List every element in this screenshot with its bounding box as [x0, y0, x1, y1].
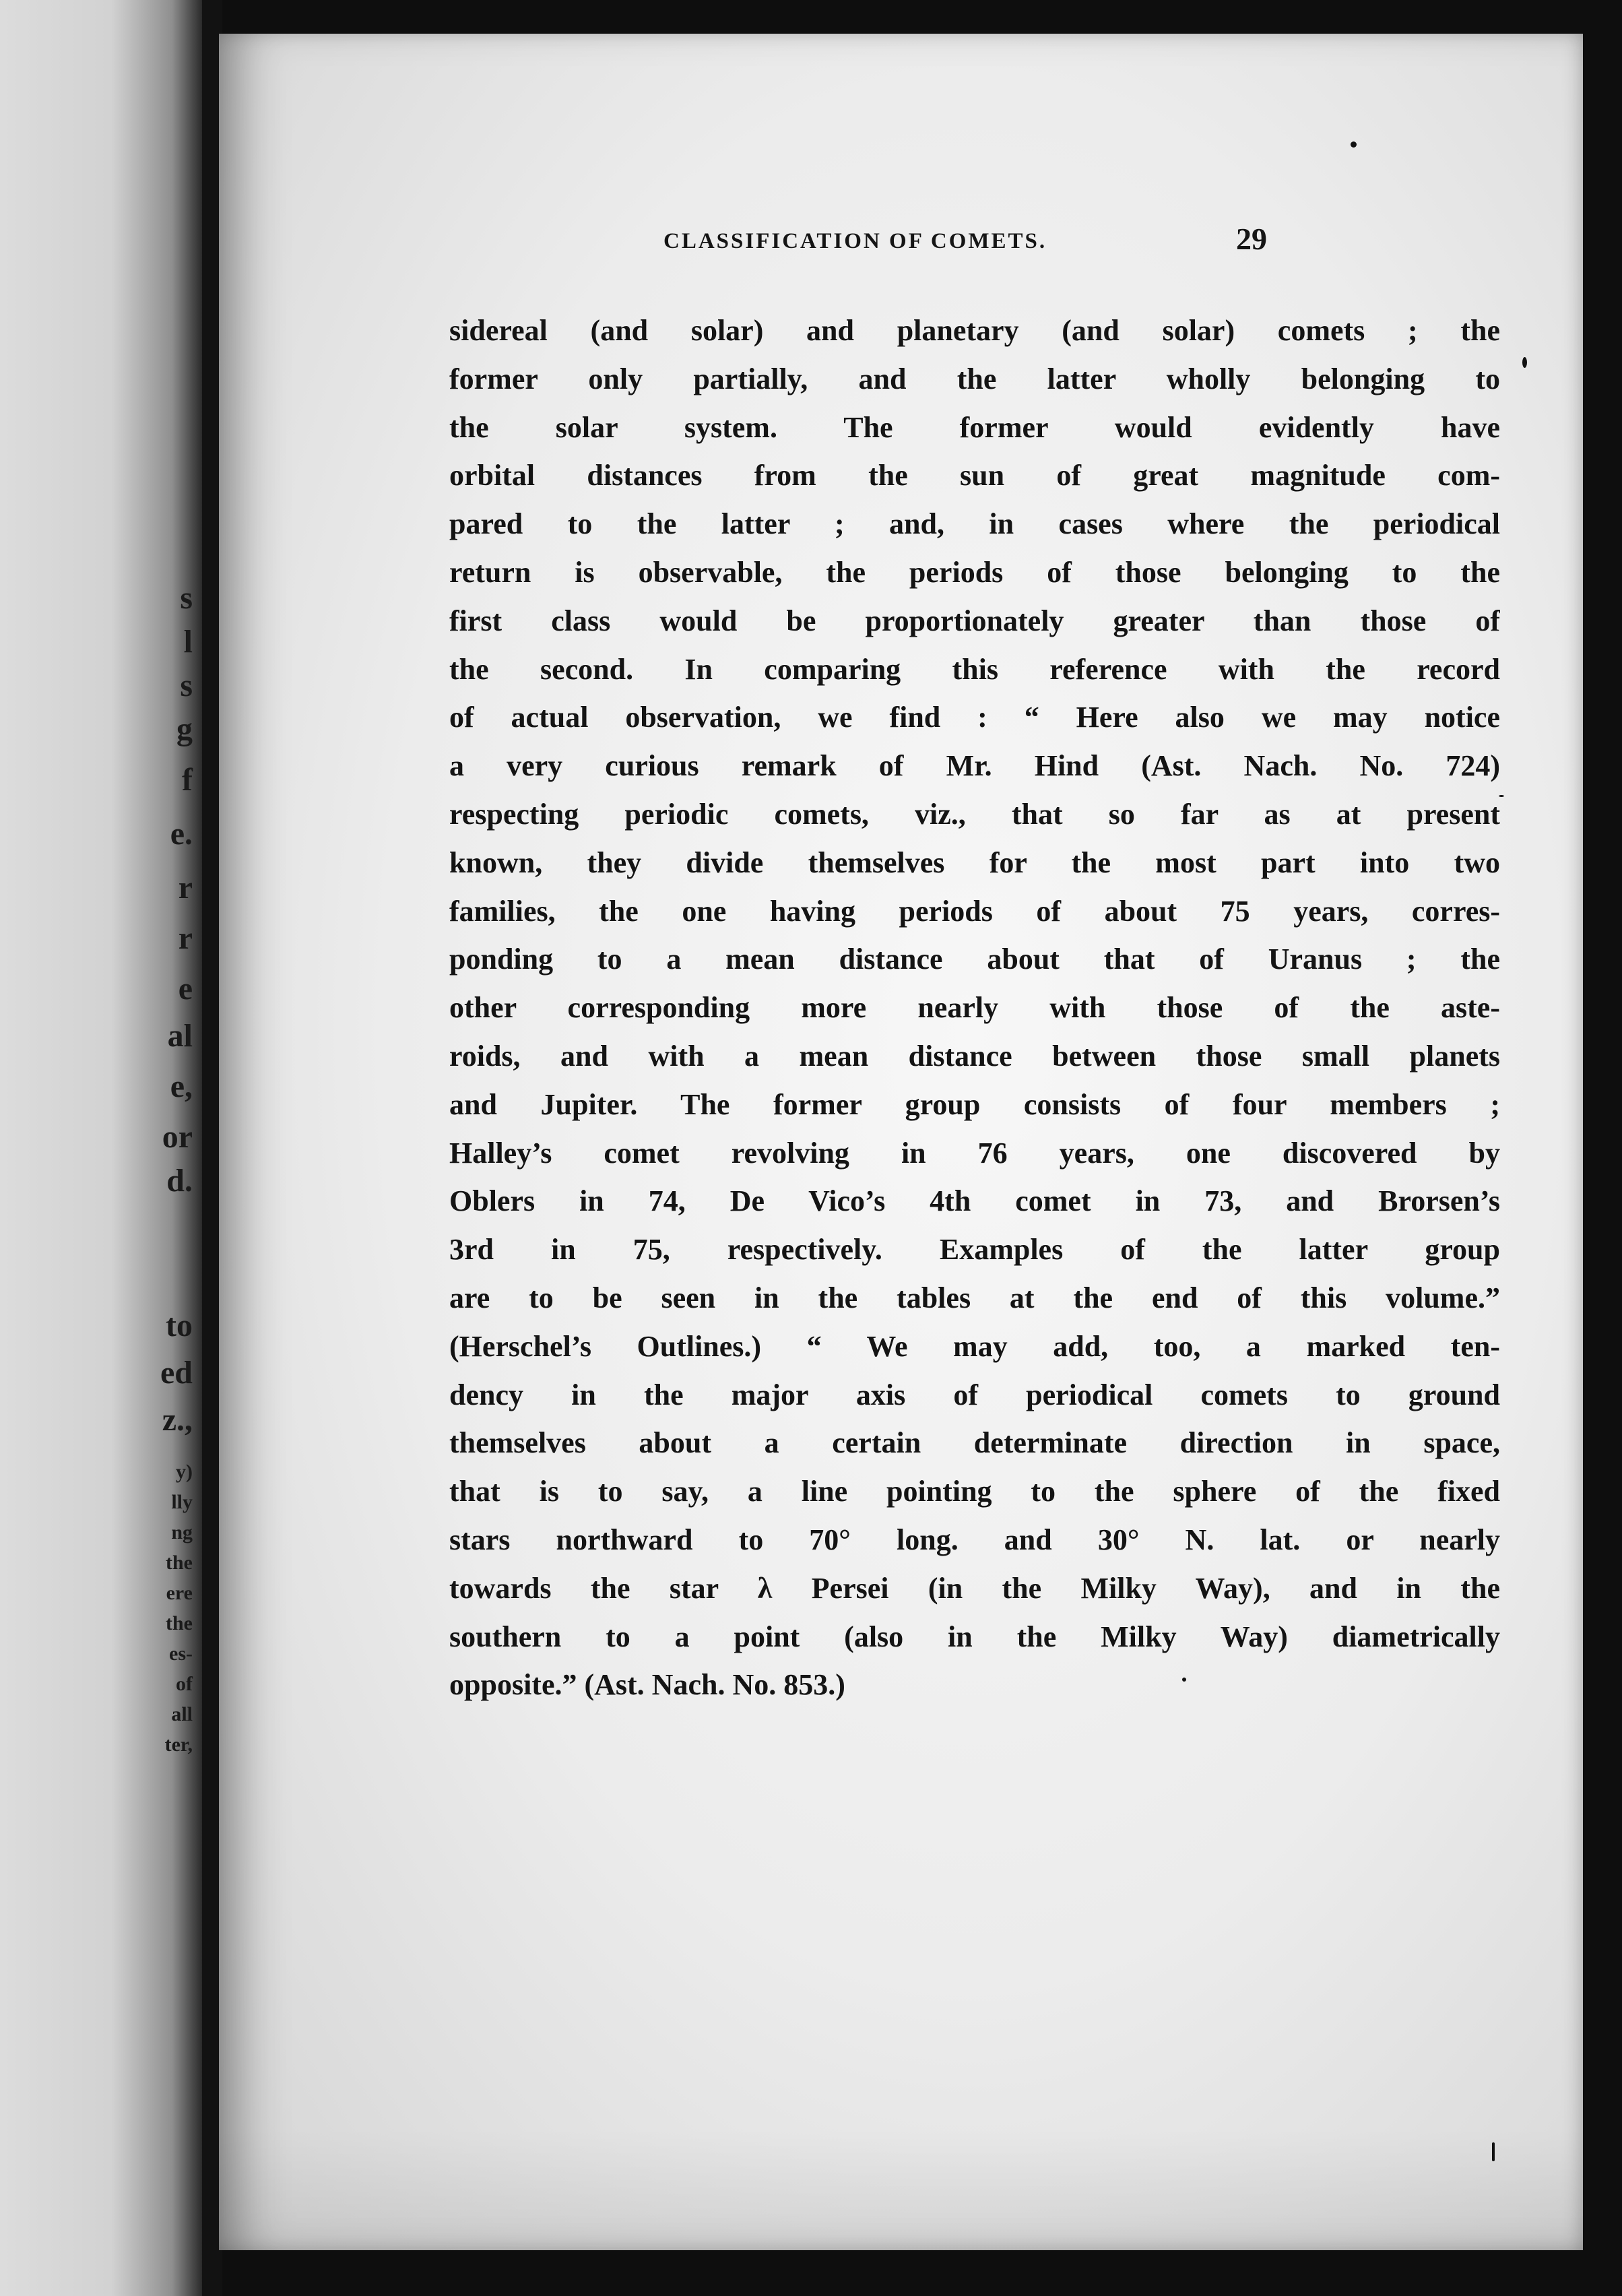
text-line: Halley’s comet revolving in 76 years, one discovered by: [449, 1136, 1500, 1170]
text-line: former only partially, and the latter wholly belonging to: [449, 362, 1500, 395]
left-fragment: ter,: [164, 1733, 193, 1756]
left-fragment: g: [176, 711, 193, 747]
left-fragment: the: [166, 1552, 193, 1574]
text-line: southern to a point (also in the Milky Way) diametrically: [449, 1620, 1500, 1653]
left-fragment: ng: [171, 1521, 193, 1543]
text-line: roids, and with a mean distance between those small planets: [449, 1039, 1500, 1073]
text-line: themselves about a certain determinate direction in space,: [449, 1426, 1500, 1460]
left-fragment: r: [178, 870, 193, 905]
page-number: 29: [1236, 222, 1267, 256]
left-fragment: the: [166, 1612, 193, 1634]
left-fragment: of: [176, 1673, 193, 1695]
left-fragment: all: [171, 1703, 193, 1725]
left-fragment: or: [162, 1119, 193, 1155]
left-fragment: l: [183, 624, 193, 660]
text-line: ponding to a mean distance about that of Uranus ; the: [449, 943, 1500, 976]
text-line: known, they divide themselves for the most part into two: [449, 846, 1500, 879]
text-line: opposite.” (Ast. Nach. No. 853.): [449, 1668, 845, 1702]
text-line: first class would be proportionately greater than those of: [449, 604, 1500, 637]
text-line: (Herschel’s Outlines.) “ We may add, too, a marked ten-: [449, 1329, 1500, 1363]
text-line: a very curious remark of Mr. Hind (Ast. Nach. No. 724): [449, 749, 1500, 783]
left-fragment: y): [176, 1461, 193, 1483]
left-fragment: e.: [170, 816, 193, 852]
text-line: and Jupiter. The former group consists of four members ;: [449, 1087, 1500, 1121]
left-fragment: s: [180, 580, 193, 616]
scan-speck: [1351, 141, 1357, 148]
scan-speck: [1522, 357, 1527, 368]
left-fragment: ed: [160, 1355, 193, 1391]
left-fragment: d.: [166, 1163, 193, 1199]
scan-speck: [1492, 2142, 1495, 2161]
text-line: the solar system. The former would evidently have: [449, 410, 1500, 444]
left-fragment: al: [167, 1018, 193, 1054]
left-fragment: ere: [166, 1582, 193, 1604]
text-line: Oblers in 74, De Vico’s 4th comet in 73, and Brorsen’s: [449, 1184, 1500, 1218]
text-line: families, the one having periods of about 75 years, corres-: [449, 894, 1500, 928]
page-shadow: [219, 2129, 1583, 2250]
left-fragment: e,: [170, 1069, 193, 1104]
text-line: respecting periodic comets, viz., that so far as at present: [449, 797, 1500, 831]
scan-speck: [1499, 795, 1504, 797]
left-fragment: es-: [169, 1643, 193, 1665]
running-head: [219, 221, 1583, 261]
text-line: that is to say, a line pointing to the sphere of the fixed: [449, 1475, 1500, 1508]
left-fragment: f: [182, 762, 193, 798]
running-title: CLASSIFICATION OF COMETS.: [663, 229, 1047, 253]
left-fragment: s: [180, 668, 193, 703]
text-line: 3rd in 75, respectively. Examples of the latter group: [449, 1233, 1500, 1267]
left-fragment: r: [178, 920, 193, 956]
text-line: of actual observation, we find : “ Here also we may notice: [449, 701, 1500, 734]
text-line: sidereal (and solar) and planetary (and solar) comets ; the: [449, 314, 1500, 347]
left-fragment: lly: [171, 1491, 193, 1513]
left-facing-page: [0, 0, 202, 2296]
text-line: return is observable, the periods of those belonging to the: [449, 555, 1500, 589]
text-line: orbital distances from the sun of great magnitude com-: [449, 459, 1500, 492]
left-page-text-fragments: [112, 0, 193, 2296]
left-fragment: z.,: [162, 1402, 193, 1438]
text-line: are to be seen in the tables at the end of this volume.”: [449, 1281, 1500, 1314]
text-line: other corresponding more nearly with those of the aste-: [449, 991, 1500, 1025]
text-line: the second. In comparing this reference with the record: [449, 652, 1500, 686]
left-fragment: e: [178, 971, 193, 1007]
text-line: stars northward to 70° long. and 30° N. lat. or nearly: [449, 1523, 1500, 1556]
text-line: pared to the latter ; and, in cases where the periodical: [449, 507, 1500, 541]
left-fragment: to: [166, 1308, 193, 1343]
book-page: [219, 34, 1583, 2250]
text-line: dency in the major axis of periodical comets to ground: [449, 1378, 1500, 1411]
text-line: towards the star λ Persei (in the Milky Way), and in the: [449, 1571, 1500, 1605]
body-text: [449, 307, 1500, 1709]
scan-speck: [1182, 1678, 1186, 1682]
